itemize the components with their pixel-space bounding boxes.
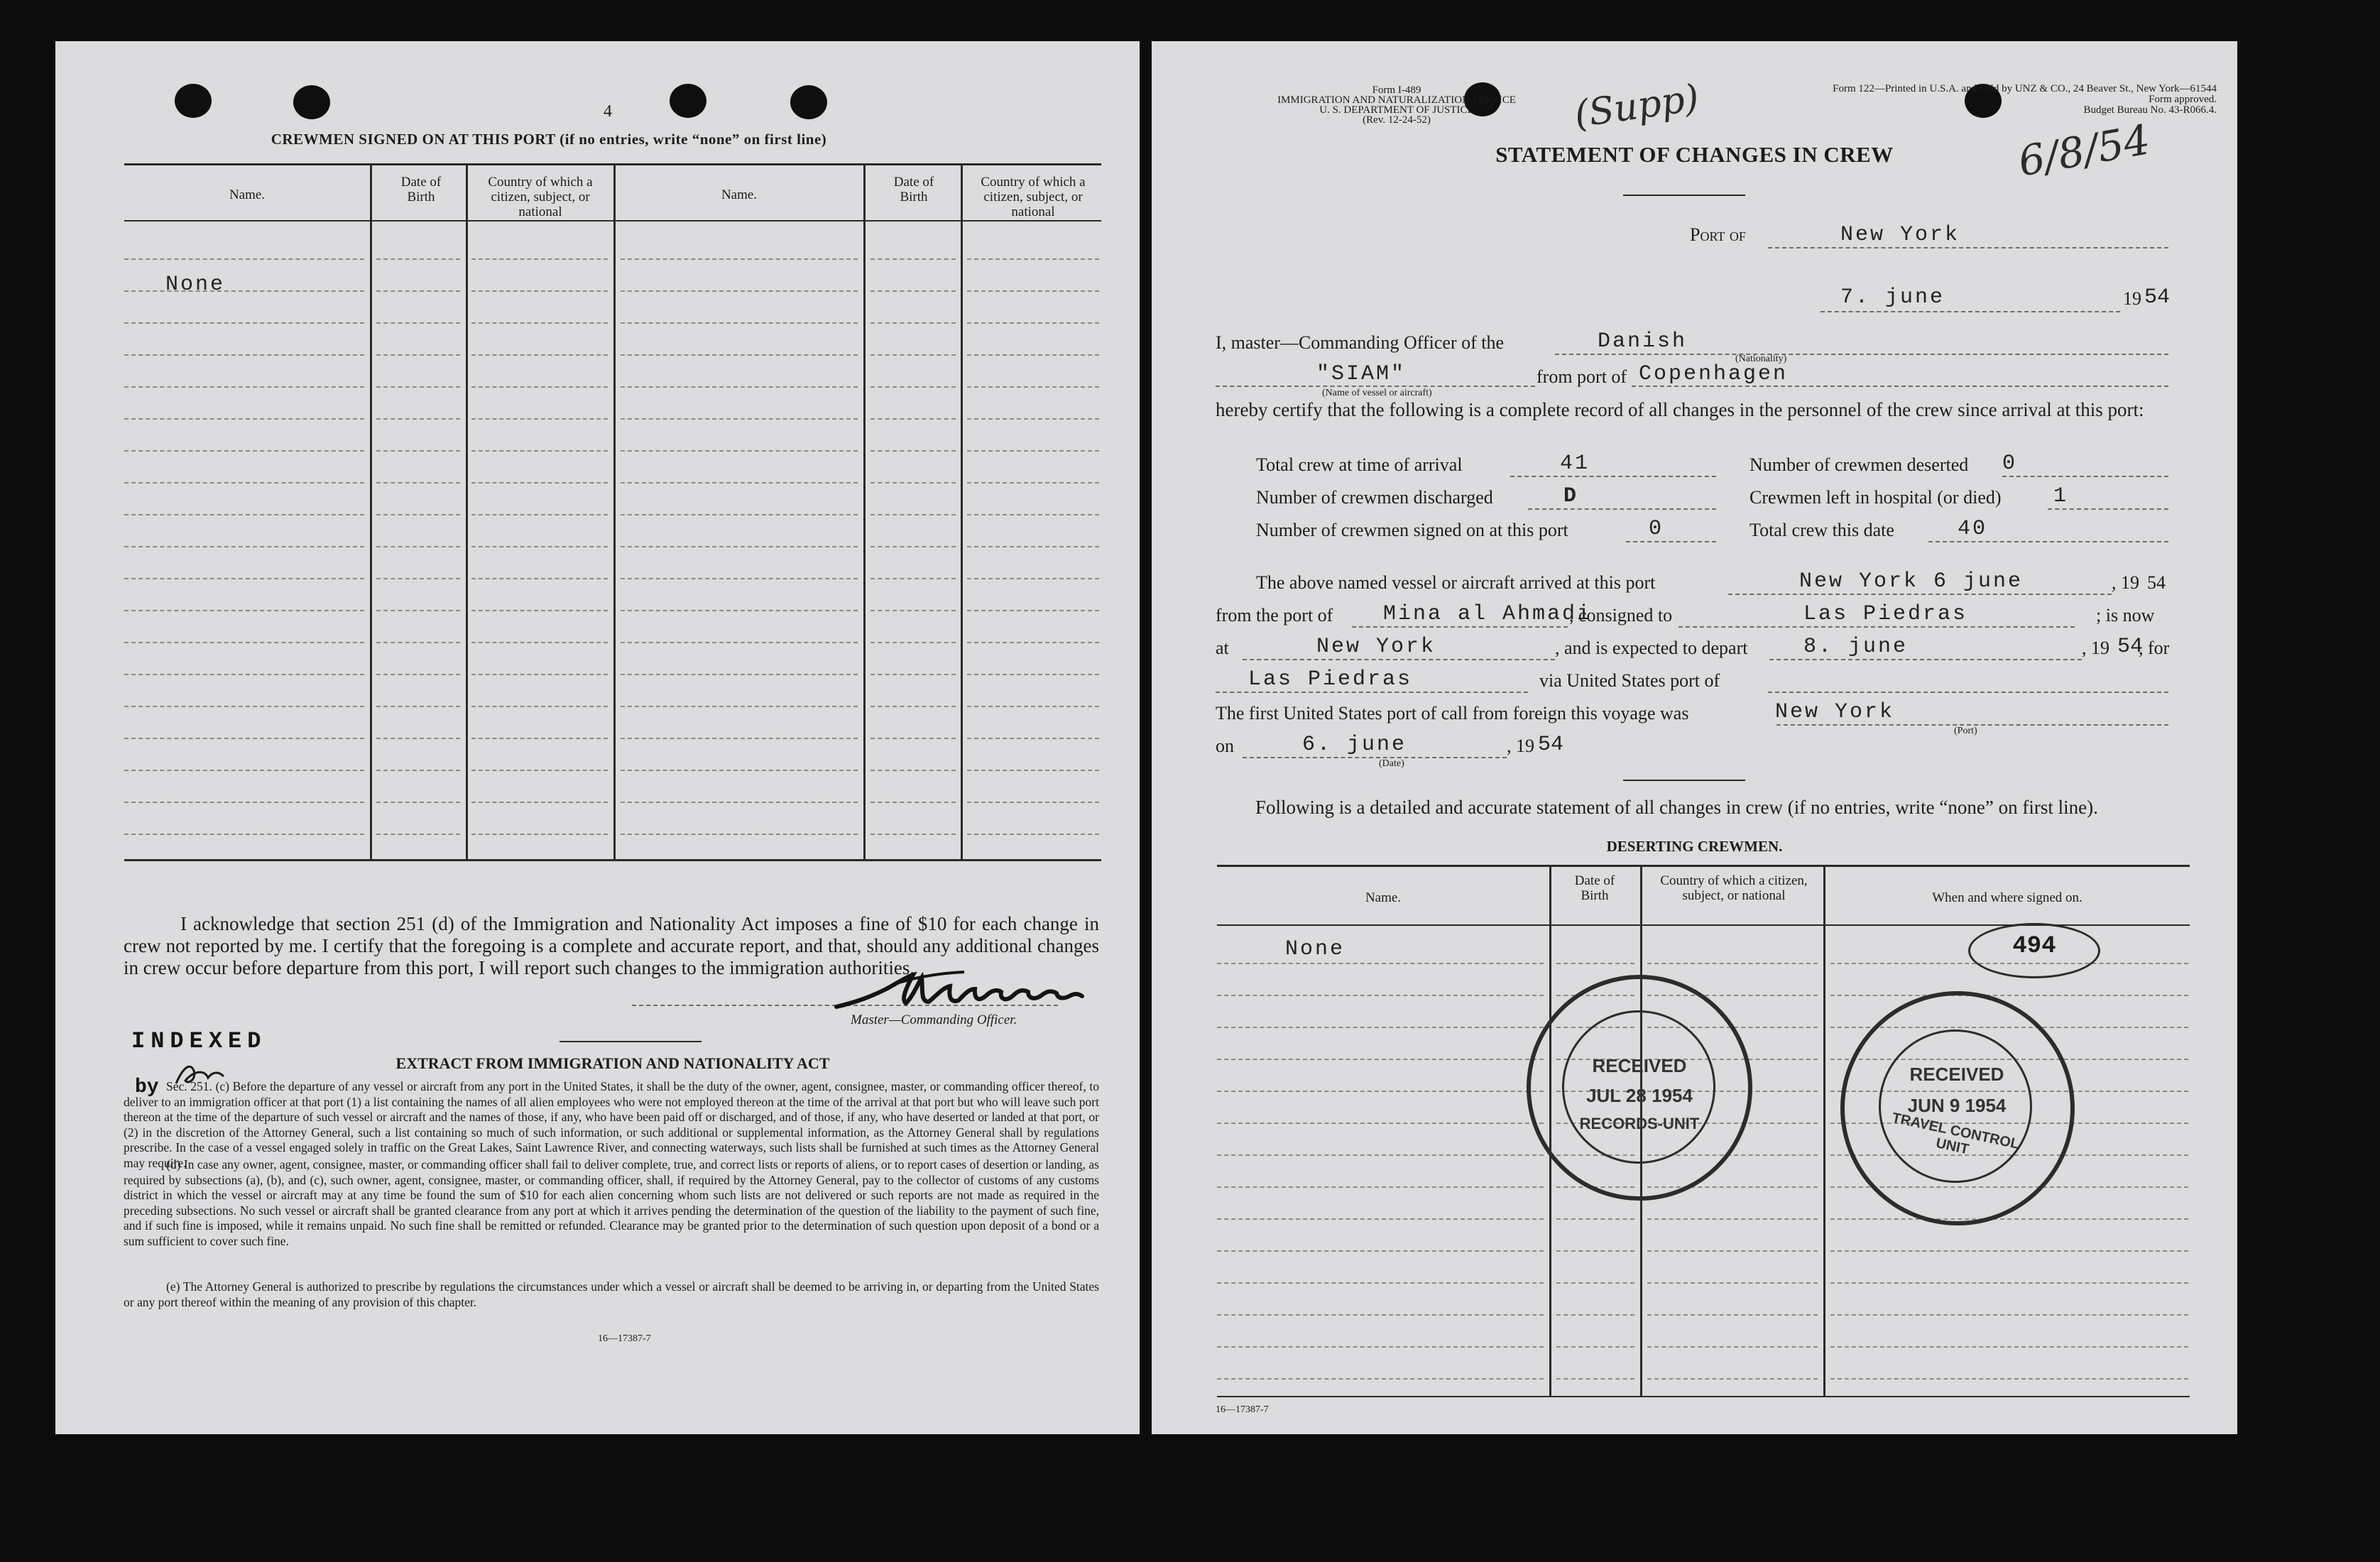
- date-value: 7. june: [1840, 285, 1945, 310]
- table-row-line: [967, 418, 1099, 420]
- table-row-line: [621, 418, 858, 420]
- table-row-line: [124, 418, 364, 420]
- table-row-line: [967, 290, 1099, 292]
- form-number: Form I-489: [1372, 84, 1421, 96]
- table-row-line: [124, 770, 364, 771]
- table-row-line: [870, 738, 956, 739]
- table-row-line: [471, 258, 608, 260]
- on-year-prefix: , 19: [1507, 736, 1534, 756]
- table-row-line: [1830, 1378, 2188, 1380]
- on-value: 6. june: [1302, 733, 1407, 757]
- table-row-line: [1830, 1346, 2188, 1348]
- table-row-line: [1830, 995, 2188, 996]
- discharged-label: Number of crewmen discharged: [1256, 487, 1493, 508]
- table-row-line: [376, 578, 460, 579]
- on-year: 54: [1538, 733, 1564, 757]
- table-row-line: [1647, 1250, 1818, 1252]
- table-bottom-rule: [1217, 1396, 2190, 1397]
- hospital-value: 1: [2053, 484, 2069, 508]
- table-row-line: [1556, 1378, 1634, 1380]
- consigned-line: [1678, 626, 2075, 628]
- table-row-line: [376, 290, 460, 292]
- table-row-line: [1647, 963, 1818, 964]
- table-row-line: [1217, 1218, 1544, 1220]
- total-arrival-value: 41: [1560, 452, 1590, 476]
- year-prefix: 19: [2123, 288, 2141, 309]
- from-port-label: from port of: [1536, 366, 1627, 387]
- table-row-line: [1647, 1282, 1818, 1284]
- table-row-line: [1647, 1346, 1818, 1348]
- table-row-line: [376, 514, 460, 515]
- table-row-line: [471, 546, 608, 547]
- table-row-line: [1830, 1282, 2188, 1284]
- column-header-name: Name.: [229, 187, 266, 202]
- table-row-line: [376, 674, 460, 675]
- table-row-line: [870, 610, 956, 611]
- table-row-line: [124, 354, 364, 356]
- travel-unit: TRAVEL CONTROL UNIT: [1890, 1110, 2021, 1158]
- table-row-line: [1830, 1250, 2188, 1252]
- table-row-line: [870, 642, 956, 643]
- signed-on-label: Number of crewmen signed on at this port: [1256, 520, 1568, 540]
- table-row-line: [376, 354, 460, 356]
- table-row-line: [376, 706, 460, 707]
- table-row-line: [621, 770, 858, 771]
- table-row-line: [621, 706, 858, 707]
- port-label: Port of: [1690, 224, 1746, 245]
- table-row-line: [1830, 1218, 2188, 1220]
- table-row-line: [376, 802, 460, 803]
- table-row-line: [124, 738, 364, 739]
- depart-year-prefix: , 19: [2082, 638, 2109, 658]
- from-port-value: Copenhagen: [1639, 362, 1789, 386]
- table-row-line: [621, 450, 858, 452]
- table-row-line: [1217, 1250, 1544, 1252]
- table-row-line: [870, 290, 956, 292]
- table-row-line: [471, 834, 608, 835]
- table-row-line: [1217, 1027, 1544, 1028]
- expected-label: , and is expected to depart: [1555, 638, 1748, 658]
- first-entry: None: [165, 273, 226, 297]
- column-divider: [1823, 865, 1825, 1397]
- extract-section-c: Sec. 251. (c) Before the departure of any vessel or aircraft from any port in the United States, it shall be the duty of the owner, agent, consignee, master, or commanding officer thereof, to deliver to an immigration officer at that port (1) a list containing the names of all alien employees who were not employed thereon at the time of the arrival at that port but who will leave such port thereon at the time of the departure of such vessel or aircraft and the names of those, if any, who have been paid off or discharged, and of those, if any, who have deserted or landed at that port, or (2) in the discretion of the Attorney General, such a list containing so much of such information, or such additional or supplemental information, as the Attorney General shall by regulations prescribe. In the case of a vessel engaged solely in traffic on the Great Lakes, Saint Lawrence River, and connecting waterways, such lists shall be furnished at such times as the Attorney General may require.: [124, 1079, 1099, 1170]
- table-row-line: [621, 610, 858, 611]
- travel-date: JUN 9 1954: [1907, 1095, 2007, 1116]
- table-header-rule: [124, 220, 1101, 222]
- table-row-line: [376, 418, 460, 420]
- at-label: at: [1216, 638, 1229, 658]
- table-row-line: [870, 482, 956, 484]
- master-label: I, master—Commanding Officer of the: [1216, 332, 1505, 353]
- signature: [829, 968, 1140, 1017]
- at-line: [1243, 659, 1555, 660]
- discharged-value: D: [1563, 484, 1579, 508]
- on-label: on: [1216, 736, 1234, 756]
- table-row-line: [1556, 1250, 1634, 1252]
- column-divider: [466, 163, 468, 861]
- table-row-line: [621, 514, 858, 515]
- column-header-signed-on: When and where signed on.: [1932, 890, 2082, 905]
- table-row-line: [471, 770, 608, 771]
- signed-on-value: 0: [1649, 517, 1664, 541]
- section-title: CREWMEN SIGNED ON AT THIS PORT (if no entries, write “none” on first line): [271, 131, 827, 148]
- column-header-name: Name.: [721, 187, 758, 202]
- table-row-line: [124, 546, 364, 547]
- table-row-line: [621, 386, 858, 388]
- first-port-value: New York: [1775, 700, 1895, 724]
- table-row-line: [621, 674, 858, 675]
- table-row-line: [1217, 1154, 1544, 1156]
- table-row-line: [1830, 1314, 2188, 1316]
- table-row-line: [471, 706, 608, 707]
- via-line: [1768, 692, 2168, 693]
- table-row-line: [1217, 1186, 1544, 1188]
- hospital-line: [2048, 508, 2168, 510]
- total-arrival-line: [1510, 476, 1716, 477]
- divider: [1623, 195, 1745, 196]
- table-row-line: [124, 514, 364, 515]
- table-row-line: [376, 258, 460, 260]
- table-row-line: [471, 674, 608, 675]
- budget-bureau: Budget Bureau No. 43-R066.4.: [2083, 104, 2217, 116]
- table-row-line: [621, 578, 858, 579]
- total-today-line: [1928, 541, 2168, 542]
- nationality-value: Danish: [1598, 329, 1688, 354]
- vessel-caption: (Name of vessel or aircraft): [1322, 388, 1432, 398]
- table-row-line: [870, 322, 956, 324]
- acknowledgement-text: I acknowledge that section 251 (d) of the Immigration and Nationality Act imposes a fine of $10 for each change in crew not reported by me. I certify that the foregoing is a complete and accurate report, and that, should any additional changes in crew occur before departure from this port, I will report such changes to the immigration authorities.: [124, 913, 1099, 978]
- table-row-line: [870, 802, 956, 803]
- consigned-value: Las Piedras: [1803, 602, 1968, 626]
- table-row-line: [870, 386, 956, 388]
- table-row-line: [621, 642, 858, 643]
- table-row-line: [376, 610, 460, 611]
- for-label: , for: [2139, 638, 2170, 658]
- form-approved: Form approved.: [2149, 94, 2217, 105]
- divider: [1623, 780, 1745, 781]
- from-the-port-line: [1352, 626, 1568, 628]
- total-today-label: Total crew this date: [1749, 520, 1894, 540]
- column-header-country: Country of which a citizen, subject, or national: [1660, 873, 1808, 903]
- table-row-line: [471, 290, 608, 292]
- page-number: 4: [604, 102, 612, 121]
- table-row-line: [471, 450, 608, 452]
- extract-section-e: (e) The Attorney General is authorized to prescribe by regulations the circumstances under which a vessel or aircraft shall be deemed to be arriving in, or departing from the United States or any port thereof within the meaning of any provision of this chapter.: [124, 1279, 1099, 1309]
- column-divider: [613, 163, 616, 861]
- table-row-line: [124, 802, 364, 803]
- table-row-line: [1556, 1346, 1634, 1348]
- table-row-line: [1217, 995, 1544, 996]
- table-row-line: [621, 354, 858, 356]
- punch-hole: [175, 84, 212, 118]
- deserted-value: 0: [2002, 452, 2018, 476]
- table-row-line: [124, 450, 364, 452]
- table-row-line: [967, 642, 1099, 643]
- table-row-line: [124, 322, 364, 324]
- table-top-rule: [124, 163, 1101, 165]
- column-divider: [370, 163, 372, 861]
- table-row-line: [1217, 1282, 1544, 1284]
- table-row-line: [870, 706, 956, 707]
- form-title: STATEMENT OF CHANGES IN CREW: [1495, 142, 1894, 167]
- column-header-country: Country of which a citizen, subject, or national: [488, 175, 593, 219]
- table-bottom-rule: [124, 859, 1101, 861]
- table-row-line: [967, 482, 1099, 484]
- arrived-year-prefix: , 19: [2112, 572, 2139, 593]
- table-row-line: [471, 738, 608, 739]
- punch-hole: [670, 84, 706, 118]
- table-row-line: [124, 258, 364, 260]
- table-row-line: [870, 258, 956, 260]
- table-row-line: [967, 322, 1099, 324]
- discharged-line: [1528, 508, 1716, 510]
- divider: [559, 1041, 702, 1042]
- column-divider: [863, 163, 866, 861]
- table-row-line: [967, 770, 1099, 771]
- table-row-line: [124, 386, 364, 388]
- table-row-line: [124, 642, 364, 643]
- table-row-line: [967, 706, 1099, 707]
- depart-year: 54: [2117, 635, 2144, 659]
- first-entry: None: [1285, 937, 1345, 961]
- vessel-value: "SIAM": [1316, 362, 1407, 386]
- table-row-line: [621, 802, 858, 803]
- table-row-line: [967, 450, 1099, 452]
- department-name: U. S. DEPARTMENT OF JUSTICE: [1319, 104, 1474, 116]
- table-row-line: [124, 482, 364, 484]
- table-row-line: [1217, 963, 1544, 964]
- arrived-line: [1728, 594, 2112, 595]
- table-row-line: [1217, 1059, 1544, 1060]
- following-text: Following is a detailed and accurate statement of all changes in crew (if no entries, write “none” on first line).: [1255, 797, 2098, 818]
- table-row-line: [621, 738, 858, 739]
- table-row-line: [967, 514, 1099, 515]
- table-row-line: [870, 578, 956, 579]
- extract-title: EXTRACT FROM IMMIGRATION AND NATIONALITY ACT: [395, 1054, 830, 1072]
- nationality-caption: (Nationality): [1735, 354, 1787, 364]
- table-row-line: [1647, 1378, 1818, 1380]
- table-row-line: [621, 546, 858, 547]
- deserting-title: DESERTING CREWMEN.: [1606, 838, 1783, 855]
- arrived-value: New York 6 june: [1799, 569, 2024, 594]
- indexed-by: by: [135, 1076, 159, 1098]
- deserted-line: [2002, 476, 2168, 477]
- table-row-line: [471, 322, 608, 324]
- table-row-line: [376, 546, 460, 547]
- table-row-line: [124, 834, 364, 835]
- agency-name: IMMIGRATION AND NATURALIZATION SERVICE: [1277, 94, 1516, 106]
- table-row-line: [376, 386, 460, 388]
- table-row-line: [967, 802, 1099, 803]
- revision: (Rev. 12-24-52): [1363, 114, 1431, 126]
- table-row-line: [124, 706, 364, 707]
- table-row-line: [471, 514, 608, 515]
- column-header-birth: Date of Birth: [1574, 873, 1615, 903]
- table-row-line: [471, 642, 608, 643]
- table-row-line: [1556, 1314, 1634, 1316]
- table-row-line: [1217, 1091, 1544, 1092]
- at-value: New York: [1316, 635, 1436, 659]
- date-line: [1821, 311, 2120, 312]
- table-row-line: [870, 354, 956, 356]
- for-value: Las Piedras: [1248, 667, 1413, 692]
- table-row-line: [967, 354, 1099, 356]
- table-row-line: [376, 482, 460, 484]
- punch-hole: [293, 85, 330, 119]
- table-row-line: [376, 642, 460, 643]
- table-row-line: [621, 322, 858, 324]
- table-row-line: [621, 258, 858, 260]
- column-header-birth: Date of Birth: [400, 175, 442, 204]
- table-row-line: [967, 258, 1099, 260]
- table-row-line: [967, 674, 1099, 675]
- hospital-label: Crewmen left in hospital (or died): [1749, 487, 2002, 508]
- table-row-line: [376, 322, 460, 324]
- table-row-line: [870, 450, 956, 452]
- extract-section-d: (d) In case any owner, agent, consignee, master, or commanding officer shall fail to deliver complete, true, and correct lists or reports of aliens, or to report cases of desertion or landing, as required by subsections (a), (b), and (c), such owner, agent, consignee, master, or commanding officer, shall, if required by the Attorney General, pay to the collector of customs of any customs district in which the vessel or aircraft may at any time be found the sum of $10 for each alien concerning whom such lists are not delivered or such reports are not made as required in the preceding subsections. No such vessel or aircraft shall be granted clearance from any port at which it arrives pending the determination of the question of the liability to the payment of such fine, and if such fine is imposed, while it remains unpaid. No such fine shall be remitted or refunded. Clearance may be granted prior to the determination of such question upon deposit of a bond or a sum sufficient to cover such fine.: [124, 1157, 1099, 1248]
- table-row-line: [621, 290, 858, 292]
- table-row-line: [471, 802, 608, 803]
- table-row-line: [1217, 1123, 1544, 1124]
- signed-on-line: [1626, 541, 1716, 542]
- handwritten-date: 6/8/54: [2014, 115, 2154, 186]
- consigned-label: , consigned to: [1569, 605, 1673, 626]
- table-row-line: [967, 834, 1099, 835]
- table-row-line: [967, 610, 1099, 611]
- table-row-line: [870, 418, 956, 420]
- table-row-line: [1217, 1378, 1544, 1380]
- table-row-line: [967, 546, 1099, 547]
- arrived-label: The above named vessel or aircraft arrived at this port: [1256, 572, 1656, 593]
- table-row-line: [1556, 963, 1634, 964]
- port-value: New York: [1840, 223, 1960, 247]
- port-caption: (Port): [1954, 726, 1977, 736]
- table-row-line: [471, 386, 608, 388]
- table-row-line: [1556, 1218, 1634, 1220]
- certify-text: hereby certify that the following is a complete record of all changes in the personnel of the crew since arrival at this port:: [1216, 399, 2144, 420]
- table-row-line: [1217, 1346, 1544, 1348]
- table-row-line: [471, 354, 608, 356]
- table-row-line: [376, 770, 460, 771]
- column-header-birth: Date of Birth: [893, 175, 934, 204]
- form-header-left: [1216, 85, 1578, 125]
- port-line: [1768, 247, 2168, 248]
- table-top-rule: [1217, 865, 2190, 867]
- records-unit: RECORDS-UNIT: [1579, 1115, 1700, 1132]
- table-row-line: [1647, 1314, 1818, 1316]
- table-row-line: [124, 578, 364, 579]
- depart-value: 8. june: [1803, 635, 1909, 659]
- on-line: [1243, 757, 1507, 758]
- table-row-line: [967, 386, 1099, 388]
- table-row-line: [124, 290, 364, 292]
- table-row-line: [1556, 1282, 1634, 1284]
- table-row-line: [471, 482, 608, 484]
- table-row-line: [870, 770, 956, 771]
- first-port-label: The first United States port of call from foreign this voyage was: [1216, 703, 1689, 723]
- from-the-port-value: Mina al Ahmadi: [1383, 602, 1593, 626]
- arrived-year: 54: [2147, 572, 2166, 593]
- table-row-line: [376, 834, 460, 835]
- table-row-line: [124, 674, 364, 675]
- table-row-line: [870, 514, 956, 515]
- table-row-line: [376, 738, 460, 739]
- table-row-line: [471, 610, 608, 611]
- table-row-line: [1217, 1314, 1544, 1316]
- table-row-line: [376, 450, 460, 452]
- footer-code: 16—17387-7: [1216, 1404, 1269, 1415]
- right-page: [1152, 41, 2237, 1434]
- table-row-line: [870, 834, 956, 835]
- table-row-line: [124, 610, 364, 611]
- via-label: via United States port of: [1539, 670, 1720, 691]
- nationality-line: [1555, 354, 2168, 355]
- table-row-line: [621, 834, 858, 835]
- handwritten-supp: (Supp): [1571, 77, 1702, 136]
- table-row-line: [471, 578, 608, 579]
- total-arrival-label: Total crew at time of arrival: [1256, 454, 1463, 475]
- total-today-value: 40: [1958, 517, 1988, 541]
- travel-received: RECEIVED: [1909, 1064, 2004, 1085]
- column-header-country: Country of which a citizen, subject, or national: [981, 175, 1086, 219]
- records-received: RECEIVED: [1592, 1055, 1687, 1076]
- year-value: 54: [2144, 285, 2171, 310]
- from-the-port-label: from the port of: [1216, 605, 1333, 626]
- table-row-line: [621, 482, 858, 484]
- footer-code: 16—17387-7: [598, 1333, 651, 1344]
- records-date: JUL 28 1954: [1586, 1085, 1693, 1106]
- table-row-line: [1647, 1218, 1818, 1220]
- for-line: [1216, 692, 1528, 693]
- table-row-line: [471, 418, 608, 420]
- column-header-name: Name.: [1365, 890, 1402, 905]
- printer-line: Form 122—Printed in U.S.A. and Sold by UNZ & CO., 24 Beaver St., New York—61544: [1833, 83, 2217, 94]
- indexed-stamp: INDEXED: [131, 1028, 267, 1054]
- depart-line: [1769, 659, 2082, 660]
- left-page: [55, 41, 1140, 1434]
- table-row-line: [870, 674, 956, 675]
- table-row-line: [870, 546, 956, 547]
- punch-hole: [790, 85, 827, 119]
- form-header-right: [1642, 84, 2217, 116]
- signature-caption: Master—Commanding Officer.: [851, 1012, 1017, 1027]
- table-row-line: [967, 738, 1099, 739]
- date-caption: (Date): [1379, 758, 1404, 769]
- is-now-label: ; is now: [2096, 605, 2155, 626]
- table-row-line: [967, 578, 1099, 579]
- column-divider: [961, 163, 963, 861]
- circled-number: 494: [2012, 933, 2056, 960]
- deserted-label: Number of crewmen deserted: [1749, 454, 1969, 475]
